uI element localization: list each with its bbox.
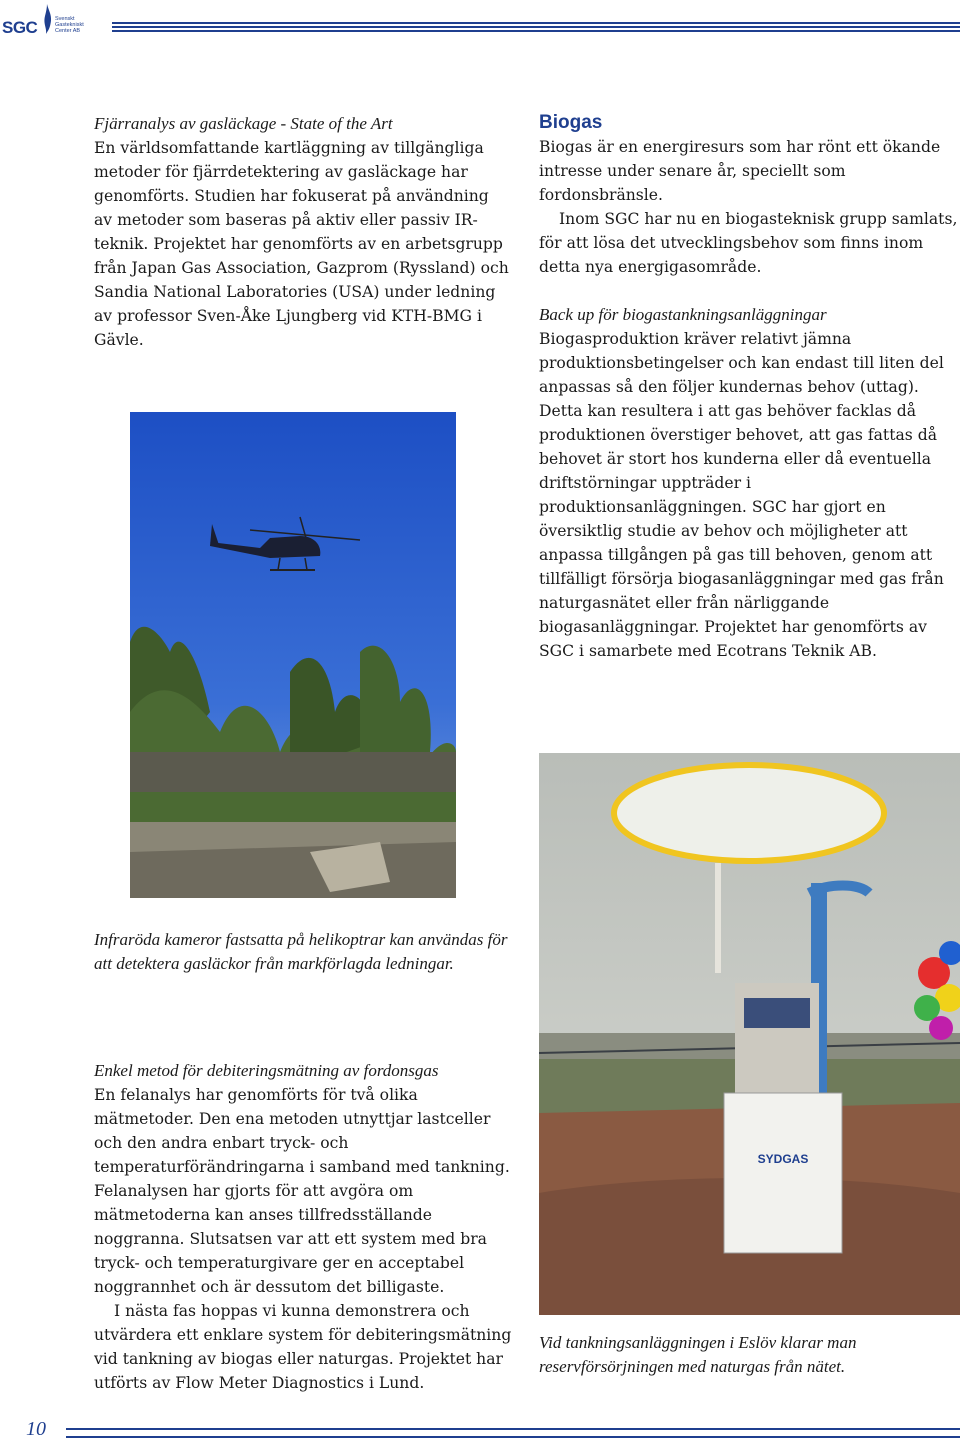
biogas-intro-2: Inom SGC har nu en biogasteknisk grupp samlats, för att lösa det utvecklingsbehov som finns inom detta nya energigasområde. [539, 210, 958, 276]
footer-rule [66, 1428, 960, 1430]
caption-1 [94, 928, 514, 976]
section2-body-2: I nästa fas hoppas vi kunna demonstrera och utvärdera ett enklare system för debiteringsmätning vid tankning av biogas eller naturgas. Projektet har utförts av Flow Meter Diagnostics i Lund. [94, 1302, 512, 1392]
sgc-logo: SGC [2, 18, 38, 37]
backup-body: Biogasproduktion kräver relativt jämna produktionsbetingelser och kan endast till liten del anpassas så den följer kundernas behov (uttag). Detta kan resultera i att gas behöver facklas då produktionen överstiger behovet, att gas fattas då behovet är stort hos kunderna eller då eventuella driftstörningar uppträder i produktionsanläggningen. SGC har gjort en översiktlig studie av behov och möjligheter att anpassa tillgången på gas till behoven, genom att tillfälligt försörja biogasanläggningar med gas från naturgasnätet eller från närliggande biogasanläggningar. Projektet har genomförts av SGC i samarbete med Ecotrans Teknik AB. [539, 330, 944, 660]
biogas-heading: Biogas [539, 112, 603, 133]
helicopter-caption: Infraröda kameror fastsatta på helikoptrar kan användas för att detektera gasläckor från markförlagda ledningar. [94, 930, 508, 973]
section2-title: Enkel metod för debiteringsmätning av fordonsgas [94, 1061, 439, 1080]
helicopter-photo [130, 412, 456, 898]
pump-caption: Vid tankningsanläggningen i Eslöv klarar man reservförsörjningen med naturgas från nätet. [539, 1333, 857, 1376]
section1-title: Fjärranalys av gasläckage - State of the Art [94, 114, 393, 133]
gas-pump-photo [539, 753, 960, 1315]
page-header [0, 0, 960, 44]
footer-rule-2 [66, 1436, 960, 1438]
biogas-intro: Biogas är en energiresurs som har rönt ett ökande intresse under senare år, speciellt som fordonsbränsle. [539, 138, 941, 204]
left-section-1 [94, 112, 510, 352]
left-section-2 [94, 1059, 514, 1395]
flame-icon [40, 4, 54, 34]
caption-2 [539, 1331, 959, 1379]
backup-title: Back up för biogastankningsanläggningar [539, 305, 827, 324]
header-rule [112, 22, 960, 36]
section2-body: En felanalys har genomförts för två olika mätmetoder. Den ena metoden utnyttjar lastceller och den andra enbart tryck- och temperaturförändringarna i samband med tankning. Felanalysen har gjorts för att avgöra om mätmetoderna kan anses tillfredsställande noggranna. Slutsatsen var att ett system med bra tryck- och temperaturgivare ger en acceptabel noggrannhet och är dessutom det billigaste. [94, 1086, 510, 1296]
right-column [539, 111, 959, 663]
page-number: 10 [26, 1418, 46, 1440]
section1-body: En världsomfattande kartläggning av tillgängliga metoder för fjärrdetektering av gasläckage har genomförts. Studien har fokuserat på användning av metoder som baseras på aktiv eller passiv IR-teknik. Projektet har genomförts av en arbetsgrupp från Japan Gas Association, Gazprom (Ryssland) och Sandia National Laboratories (USA) under ledning av professor Sven-Åke Ljungberg vid KTH-BMG i Gävle. [94, 139, 509, 349]
pump-brand-label: SYDGAS [757, 1152, 809, 1166]
logo-subtitle: Svenskt Gastekniskt Center AB [55, 16, 84, 34]
